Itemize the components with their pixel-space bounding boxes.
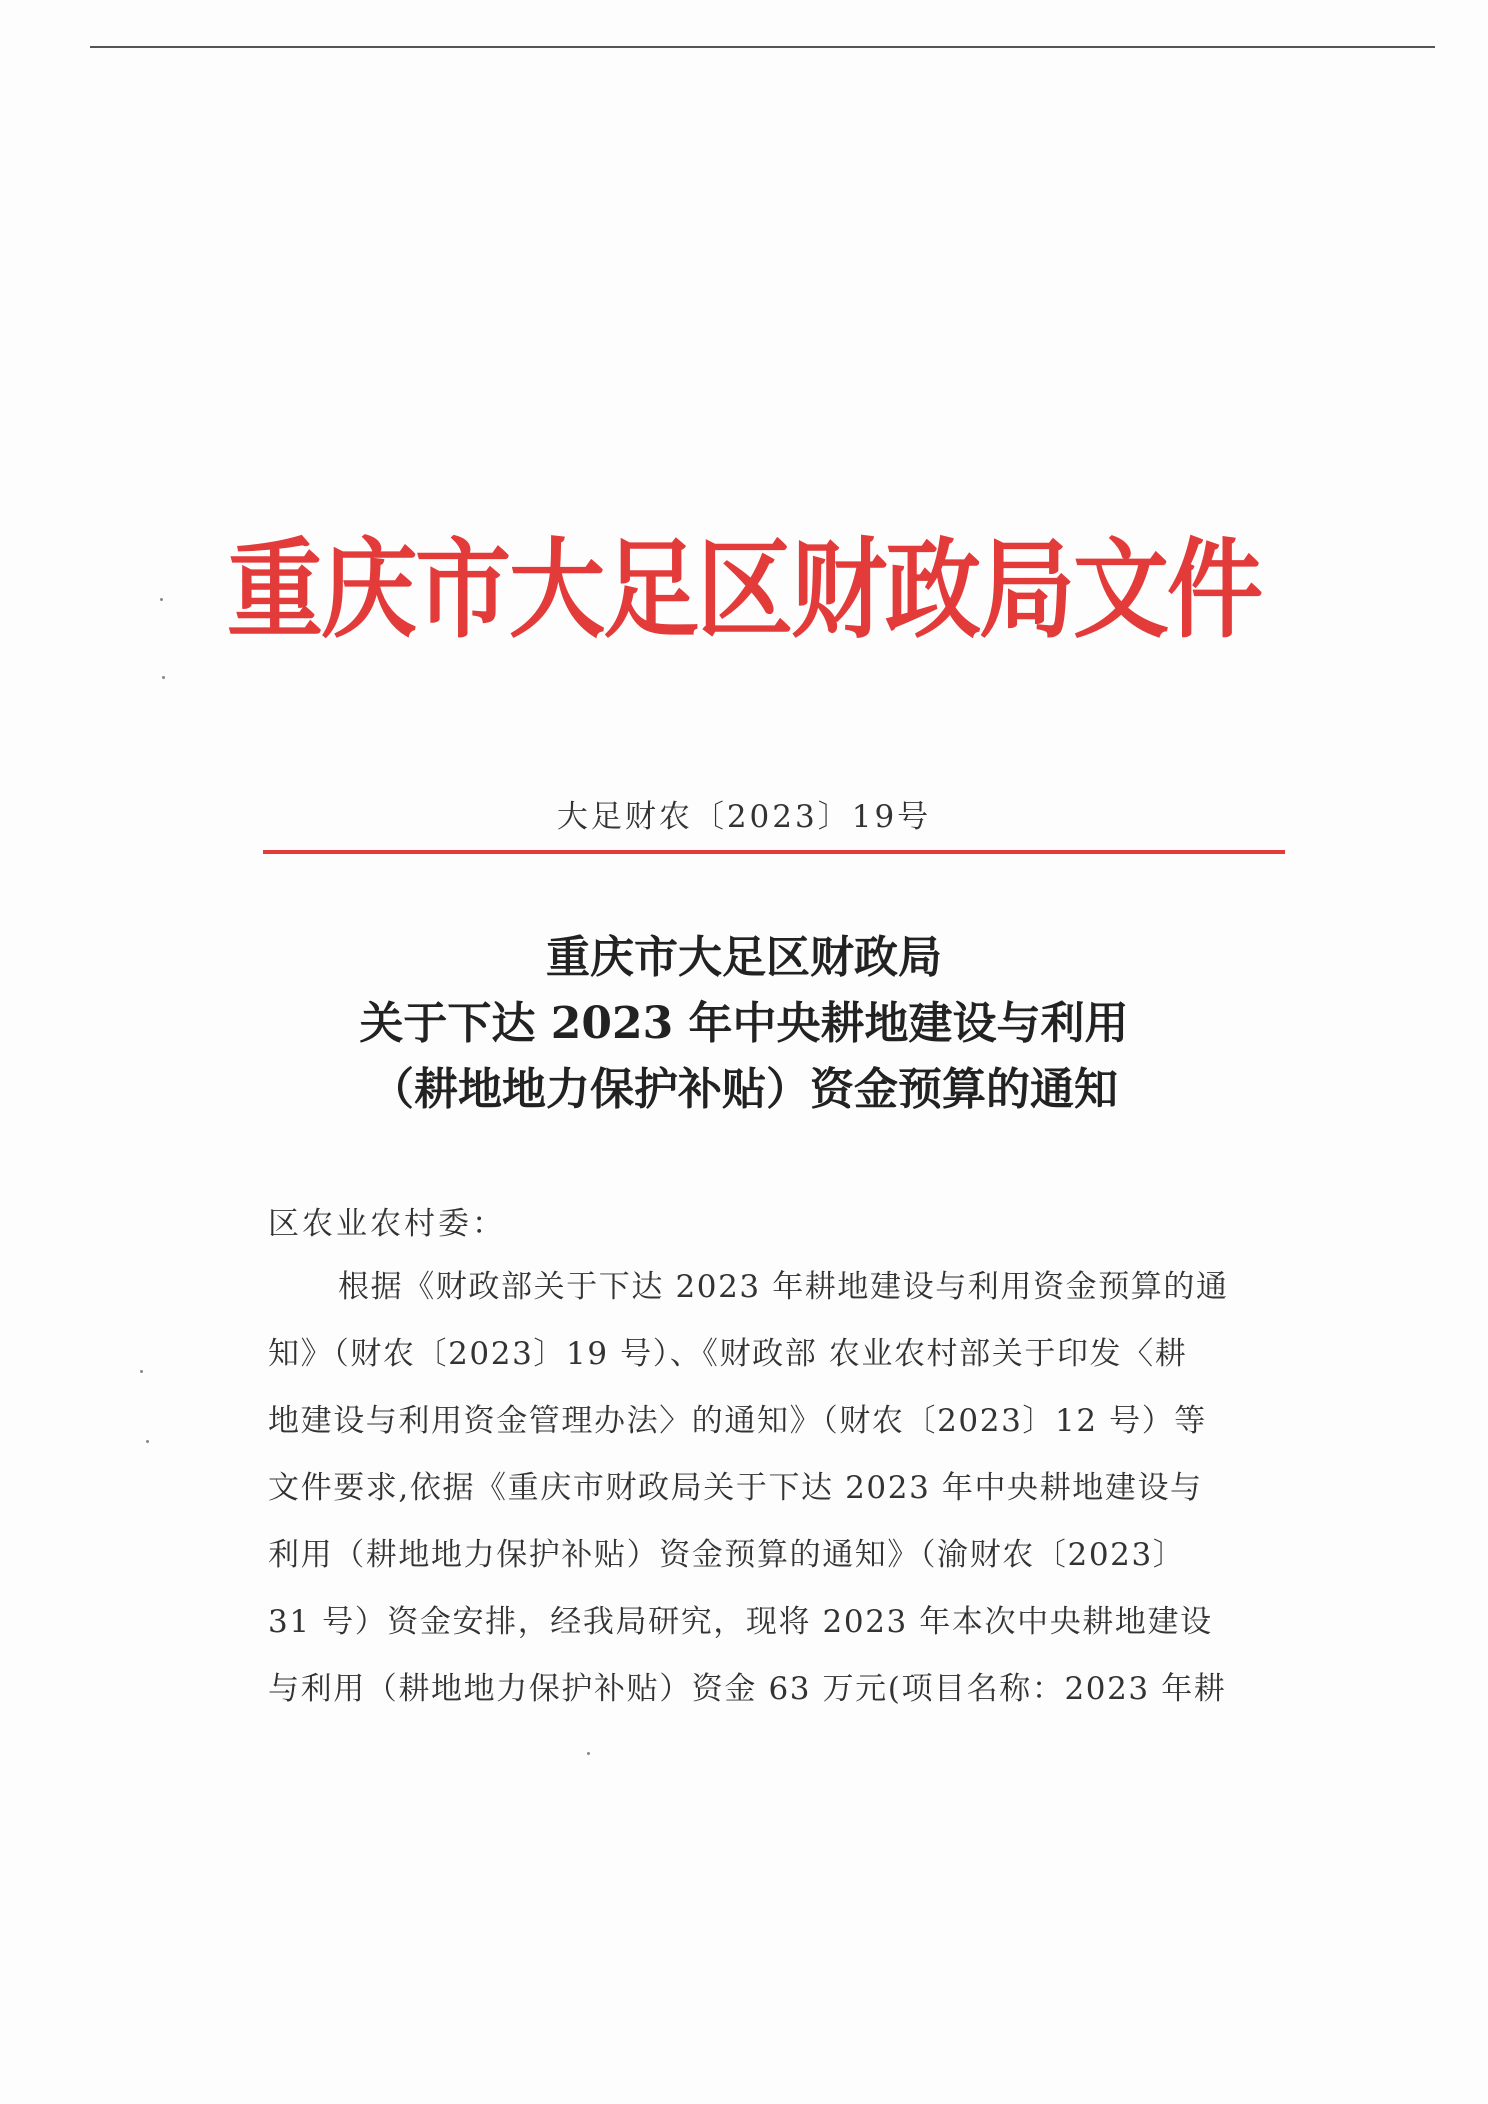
document-number: 大足财农〔2023〕19号 [556, 799, 932, 835]
scan-speck [160, 598, 163, 601]
title-line-2: 关于下达 2023 年中央耕地建设与利用 [359, 998, 1129, 1049]
body-text [268, 1265, 1288, 1734]
scan-speck [587, 1752, 590, 1755]
body-line: 利用（耕地地力保护补贴）资金预算的通知》（渝财农〔2023〕 [268, 1537, 1186, 1573]
body-line: 31 号）资金安排，经我局研究，现将 2023 年本次中央耕地建设 [268, 1604, 1213, 1640]
title-line-3: （耕地地力保护补贴）资金预算的通知 [370, 1064, 1118, 1115]
scan-speck [140, 1370, 143, 1373]
body-line: 知》（财农〔2023〕19 号）、《财政部 农业农村部关于印发〈耕 [268, 1336, 1188, 1372]
document-title [0, 925, 1488, 1123]
red-separator-rule [263, 850, 1285, 854]
top-scan-rule [90, 46, 1435, 48]
body-line: 根据《财政部关于下达 2023 年耕地建设与利用资金预算的通 [338, 1269, 1229, 1305]
scan-speck [162, 676, 165, 679]
body-line: 地建设与利用资金管理办法〉的通知》（财农〔2023〕12 号）等 [268, 1403, 1207, 1439]
body-line: 文件要求,依据《重庆市财政局关于下达 2023 年中央耕地建设与 [268, 1470, 1203, 1506]
scan-speck [146, 1440, 149, 1443]
issuer-banner: 重庆市大足区财政局文件 [227, 526, 1261, 653]
body-line: 与利用（耕地地力保护补贴）资金 63 万元(项目名称：2023 年耕 [268, 1671, 1227, 1707]
title-line-1: 重庆市大足区财政局 [546, 932, 942, 983]
addressee: 区农业农村委： [268, 1206, 506, 1242]
